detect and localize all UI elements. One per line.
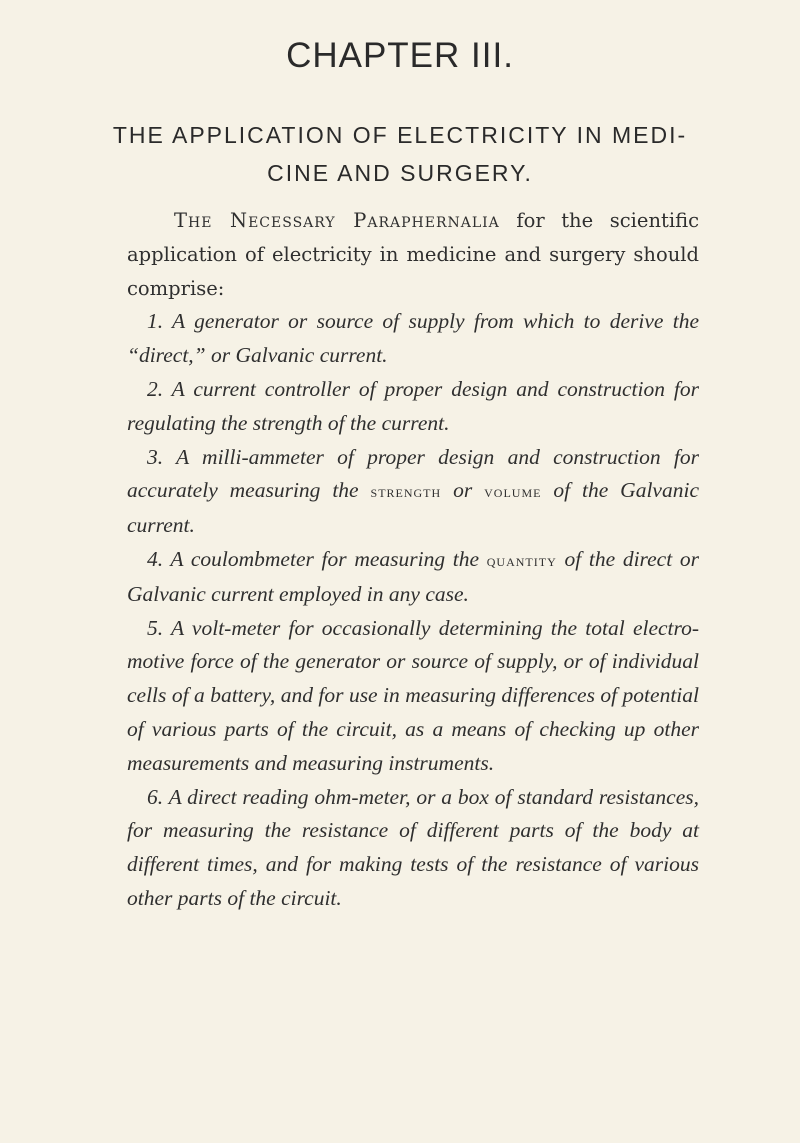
- item-caps: quantity: [486, 550, 557, 570]
- item-text: A milli-ammeter of proper design and construction for accurately measuring the: [127, 444, 699, 503]
- intro-paragraph: [127, 204, 699, 305]
- item-text: of the Galvanic current.: [127, 478, 699, 538]
- section-title-line-1: THE APPLICATION OF ELECTRICITY IN MEDI-: [112, 122, 688, 148]
- list-item: [127, 373, 699, 441]
- body-text: [127, 204, 699, 916]
- item-number: 1.: [147, 309, 164, 334]
- list-item: [127, 781, 699, 916]
- item-text: A generator or source of supply from which to derive the “direct,” or Galvanic current.: [127, 309, 699, 368]
- intro-lead: The Necessary Paraphernalia: [174, 209, 500, 232]
- section-title: [60, 116, 740, 192]
- list-item: [127, 543, 699, 612]
- item-number: 3.: [147, 444, 164, 469]
- item-text: of the direct or Galvanic current employed in any case.: [127, 546, 699, 606]
- item-text: A coulombmeter for measuring the: [163, 546, 487, 571]
- list-item: [127, 441, 699, 543]
- item-text: A volt-meter for occasionally determining the total electro-motive force of the generator or source of supply, or of individual cells of a battery, and for use in measuring differences of potential of various parts of the circuit, as a means of checking up other measurements and measuring instruments.: [127, 615, 699, 775]
- item-text: or: [441, 478, 485, 503]
- section-title-line-2: CINE AND SURGERY.: [267, 160, 533, 186]
- item-text: A current controller of proper design and construction for regulating the strength of the current.: [127, 376, 699, 435]
- list-item: [127, 305, 699, 373]
- item-number: 4.: [147, 546, 164, 571]
- item-caps: volume: [484, 482, 542, 502]
- item-number: 2.: [147, 376, 164, 401]
- item-number: 5.: [147, 615, 164, 640]
- chapter-heading: CHAPTER III.: [286, 36, 514, 75]
- item-caps: strength: [370, 482, 442, 502]
- list-item: [127, 612, 699, 781]
- item-text: A direct reading ohm-meter, or a box of standard resistances, for measuring the resistance of different parts of the body at different times, and for making tests of the resistance of various other parts of the circuit.: [127, 784, 699, 910]
- intro-text: for the scientific application of electricity in medicine and surgery should comprise:: [127, 209, 699, 300]
- item-number: 6.: [147, 784, 164, 809]
